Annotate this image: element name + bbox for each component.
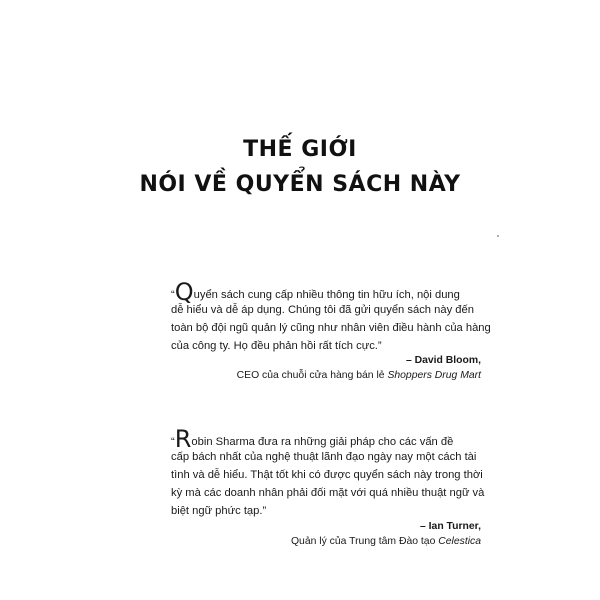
quote-line [171, 425, 454, 453]
quote-author-role [291, 536, 481, 547]
drop-cap-letter: Q [174, 278, 194, 306]
quote-line: cấp bách nhất của nghệ thuật lãnh đạo ngày nay một cách tài [171, 451, 477, 463]
quote-line: toàn bộ đội ngũ quản lý cũng như nhân viên điều hành của hàng [171, 322, 491, 334]
role-text: CEO của chuỗi cửa hàng bán lẻ [236, 370, 388, 381]
quote-line: biệt ngữ phức tạp.” [171, 505, 267, 517]
quote-line: của công ty. Họ đều phản hồi rất tích cực.” [171, 340, 382, 352]
page-title-line-1: THẾ GIỚI [243, 137, 357, 162]
print-speck [497, 235, 499, 237]
role-company: Celestica [438, 536, 481, 547]
open-quote-mark: “ [171, 436, 175, 448]
page-title-line-2: NÓI VỀ QUYỂN SÁCH NÀY [139, 172, 461, 197]
role-company: Shoppers Drug Mart [387, 370, 481, 381]
role-text: Quản lý của Trung tâm Đào tạo [290, 536, 439, 547]
quote-text: obin Sharma đưa ra những giải pháp cho các vấn đề [191, 436, 454, 448]
quote-author: – David Bloom, [405, 355, 481, 366]
quote-author-role [237, 370, 481, 381]
open-quote-mark: “ [171, 289, 175, 301]
quote-line: tình và dễ hiểu. Thật tốt khi có được quyển sách này trong thời [171, 469, 483, 481]
quote-line: dễ hiểu và dễ áp dụng. Chúng tôi đã gửi quyển sách này đến [171, 304, 474, 316]
quote-line: kỳ mà các doanh nhân phải đối mặt với quá nhiều thuật ngữ và [171, 487, 485, 499]
testimonial-quote-2 [171, 425, 485, 557]
quote-text: uyển sách cung cấp nhiều thông tin hữu ích, nội dung [193, 289, 460, 301]
testimonial-quote-1 [171, 278, 491, 381]
quote-author: – Ian Turner, [419, 521, 481, 532]
quote-line [171, 278, 460, 306]
drop-cap-letter: R [174, 425, 192, 453]
